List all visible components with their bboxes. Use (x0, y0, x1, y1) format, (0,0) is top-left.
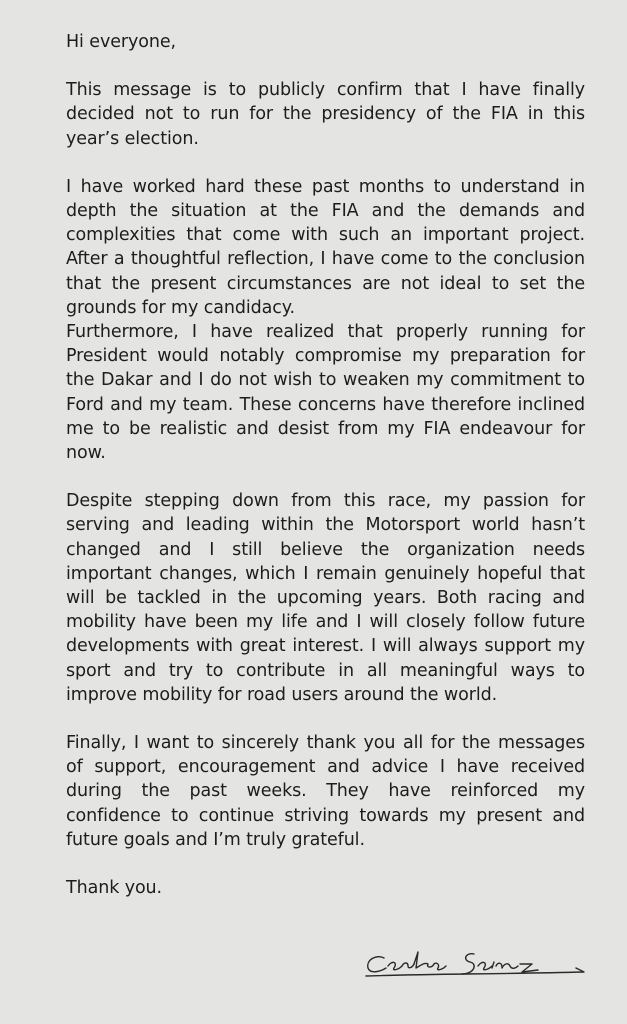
paragraph-thanks: Finally, I want to sincerely thank you all for the messages of support, encouragement and advice I have received during the past weeks. They have reinforced my confidence to continue striving towards my present and future goals and I’m truly grateful. (66, 733, 585, 850)
signature-image (362, 944, 592, 984)
letter-body (66, 30, 585, 900)
greeting: Hi everyone, (66, 32, 176, 52)
paragraph-dakar: Furthermore, I have realized that properly running for President would notably compromise my preparation for the Dakar and I do not wish to weaken my commitment to Ford and my team. These concerns have therefore inclined me to be realistic and desist from my FIA endeavour for now. (66, 322, 585, 464)
paragraph-confirmation: This message is to publicly confirm that I have finally decided not to run for the presidency of the FIA in this year’s election. (66, 80, 585, 149)
paragraph-passion: Despite stepping down from this race, my passion for serving and leading within the Motorsport world hasn’t changed and I still believe the organization needs important changes, which I remain genuinely hopeful that will be tackled in the upcoming years. Both racing and mobility have been my life and I will closely follow future developments with great interest. I will always support my sport and try to contribute in all meaningful ways to improve mobility for road users around the world. (66, 491, 585, 705)
paragraph-gap (66, 151, 585, 175)
paragraph-gap (66, 707, 585, 731)
signature-icon (362, 944, 592, 984)
paragraph-gap (66, 465, 585, 489)
paragraph-reflection: I have worked hard these past months to understand in depth the situation at the FIA and the demands and complexities that come with such an important project. After a thoughtful reflection, I have come to the conclusion that the present circumstances are not ideal to set the grounds for my candidacy. (66, 176, 585, 318)
closing-line: Thank you. (66, 878, 163, 899)
paragraph-gap (66, 852, 585, 876)
